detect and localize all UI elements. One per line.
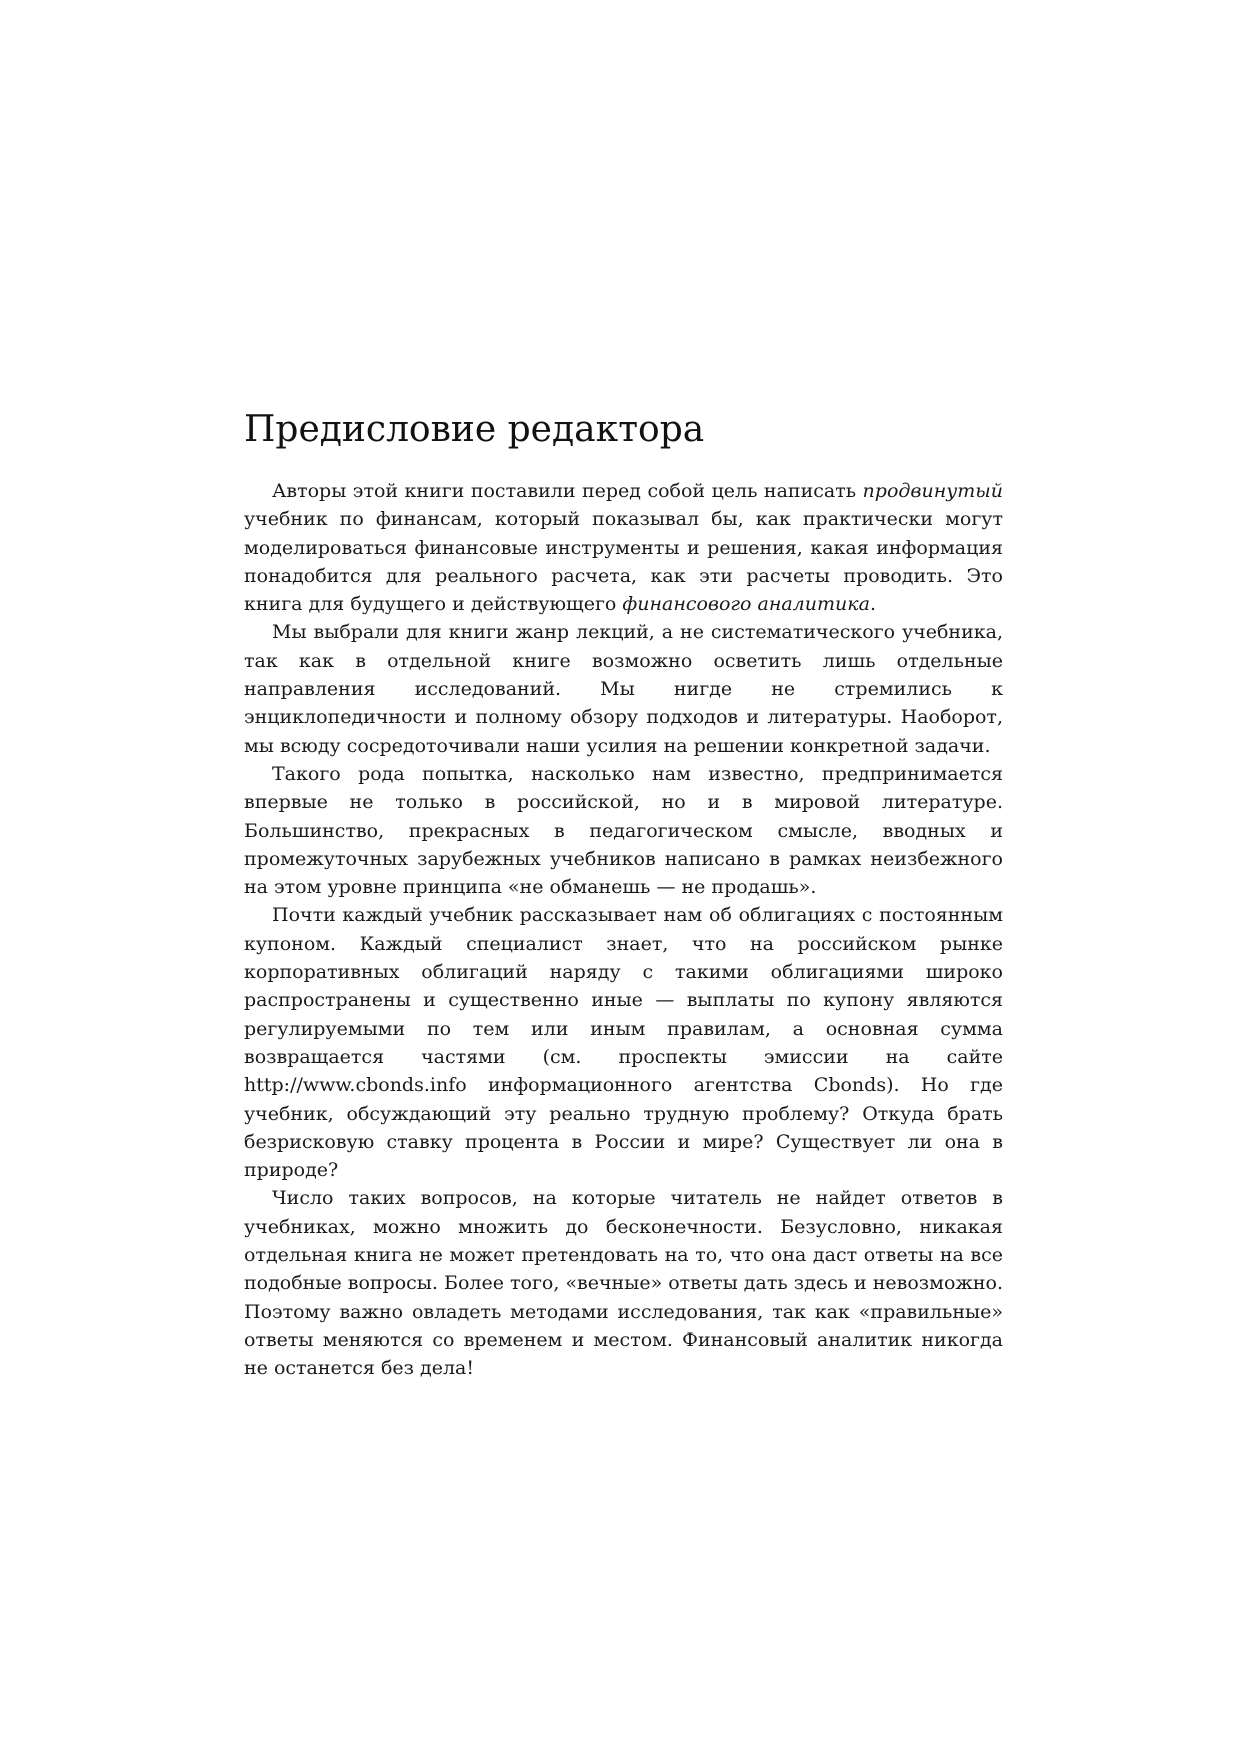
page-title: Предисловие редактора bbox=[244, 409, 705, 450]
paragraph-text: Мы выбрали для книги жанр лекций, а не систематического учебника, так как в отдельной книге возможно осветить лишь отдельные направления исследований. Мы нигде не стремились к энциклопедичности и полному обзору подходов и литературы. Наоборот, мы всюду сосредоточивали наши усилия на решении конкретной задачи. bbox=[244, 621, 1003, 757]
paragraph-text: Такого рода попытка, насколько нам известно, предпринимается впервые не только в российской, но и в мировой литературе. Большинство, прекрасных в педагогическом смысле, вводных и промежуточных зарубежных учебников написано в рамках неизбежного на этом уровне принципа «не обманешь — не продашь». bbox=[244, 762, 1003, 899]
body-text bbox=[244, 477, 1003, 1383]
paragraph bbox=[244, 901, 1003, 1184]
paragraph-text: Авторы этой книги поставили перед собой цель написать bbox=[272, 480, 863, 502]
paragraph bbox=[244, 618, 1003, 759]
paragraph-text: Число таких вопросов, на которые читатель не найдет ответов в учебниках, можно множить до бесконечности. Безусловно, никакая отдельная книга не может претендовать на то, что она даст ответы на все подобные вопросы. Более того, «вечные» ответы дать здесь и невозможно. Поэтому важно овладеть методами исследования, так как «правильные» ответы меняются со временем и местом. Финансовый аналитик никогда не останется без дела! bbox=[244, 1187, 1003, 1380]
paragraph bbox=[244, 760, 1003, 901]
paragraph-text: учебник по финансам, который показывал бы, как практически могут моделироваться финансовые инструменты и решения, какая информация понадобится для реального расчета, как эти расчеты проводить. Это книга для будущего и действующего bbox=[244, 508, 1003, 616]
paragraph-text: . bbox=[869, 593, 876, 616]
paragraph bbox=[244, 477, 1003, 618]
paragraph-text: Почти каждый учебник рассказывает нам об облигациях с постоянным купоном. Каждый специалист знает, что на российском рынке корпоративных облигаций наряду с такими облигациями широко распространены и существенно иные — выплаты по купону являются регулируемыми по тем или иным правилам, а основная сумма возвращается частями (см. проспекты эмиссии на сайте http://www.cbonds.info информационного агентства Cbonds). Но где учебник, обсуждающий эту реально трудную проблему? Откуда брать безрисковую ставку процента в России и мире? Существует ли она в природе? bbox=[244, 904, 1003, 1182]
paragraph bbox=[244, 1184, 1003, 1382]
emphasis-text: продвинутый bbox=[862, 480, 1003, 502]
emphasis-text: финансового аналитика bbox=[622, 593, 870, 616]
